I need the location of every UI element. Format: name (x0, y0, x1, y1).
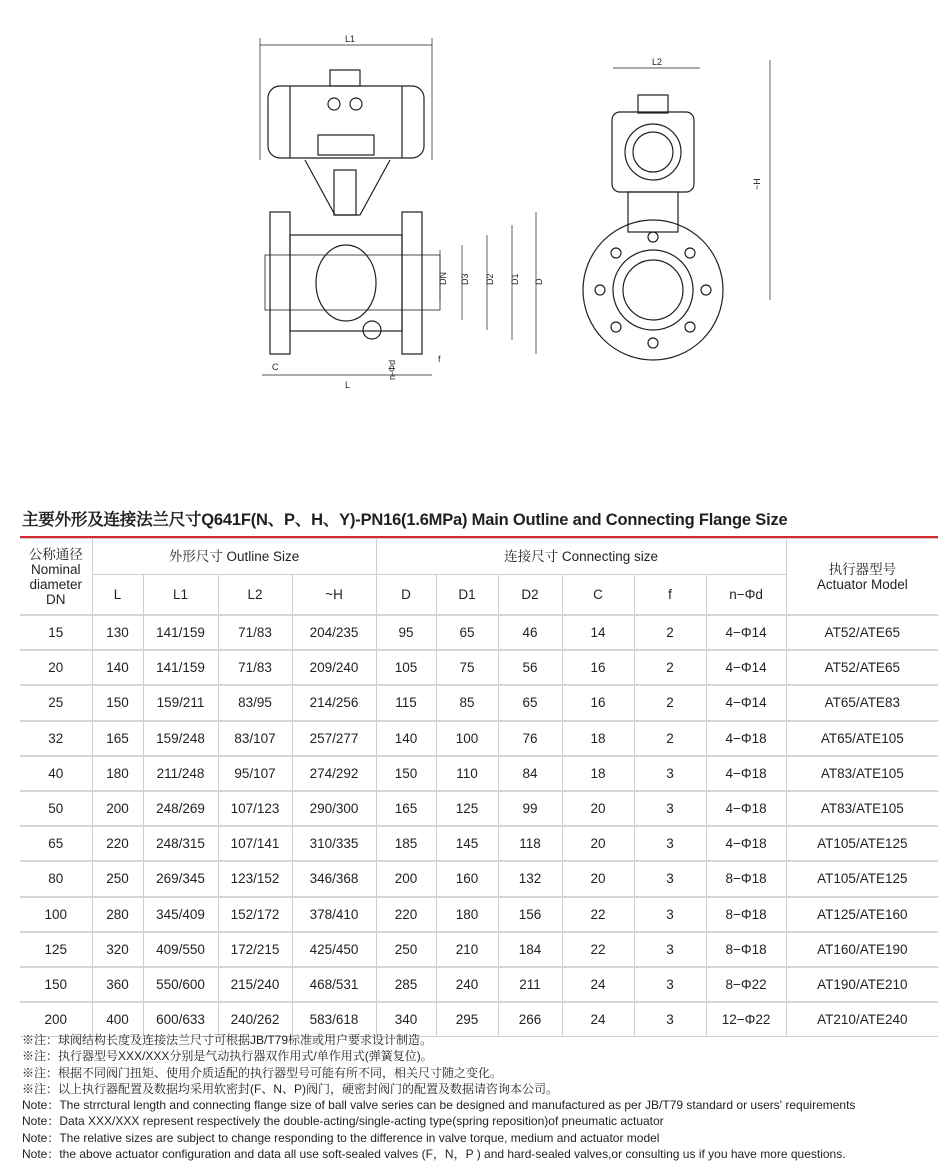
table-cell: AT190/ATE210 (786, 967, 938, 1002)
table-row (20, 932, 938, 967)
table-cell: 100 (20, 897, 92, 932)
table-cell: 8−Φ18 (706, 897, 786, 932)
table-cell: 22 (562, 897, 634, 932)
table-cell: 185 (376, 826, 436, 861)
table-cell: 150 (20, 967, 92, 1002)
table-cell: 4−Φ18 (706, 721, 786, 756)
table-row (20, 861, 938, 896)
table-cell: 180 (92, 756, 143, 791)
table-cell: 3 (634, 967, 706, 1002)
table-cell: 118 (498, 826, 562, 861)
table-cell: 425/450 (292, 932, 376, 967)
table-cell: 140 (92, 650, 143, 685)
table-cell: 115 (376, 685, 436, 720)
table-cell: 18 (562, 721, 634, 756)
table-cell: 140 (376, 721, 436, 756)
label-f: f (438, 354, 441, 364)
label-D1: D1 (510, 273, 520, 285)
note-line: Note：the above actuator configuration and data all use soft-sealed valves (F，N，P ) and hard-sealed valves,or consulting us if you have more questions. (22, 1147, 846, 1162)
note-line: ※注：执行器型号XXX/XXX分别是气动执行器双作用式/单作用式(弹簧复位)。 (22, 1049, 433, 1064)
table-cell: 220 (376, 897, 436, 932)
table-cell: 150 (92, 685, 143, 720)
label-D2: D2 (485, 273, 495, 285)
column-header: f (634, 575, 706, 616)
header-actuator-model: 执行器型号 Actuator Model (786, 539, 938, 616)
table-cell: 409/550 (143, 932, 218, 967)
table-row (20, 791, 938, 826)
column-header: n−Φd (706, 575, 786, 616)
section-title: 主要外形及连接法兰尺寸Q641F(N、P、H、Y)-PN16(1.6MPa) Main Outline and Connecting Flange Size (22, 511, 788, 529)
dimension-table (20, 538, 938, 1037)
label-DN: DN (438, 272, 448, 285)
table-cell: 310/335 (292, 826, 376, 861)
label-L1: L1 (345, 34, 356, 44)
table-cell: 4−Φ14 (706, 615, 786, 650)
table-cell: 130 (92, 615, 143, 650)
table-cell: 32 (20, 721, 92, 756)
table-cell: 65 (498, 685, 562, 720)
table-cell: AT160/ATE190 (786, 932, 938, 967)
table-cell: 240/262 (218, 1002, 292, 1037)
table-cell: 16 (562, 685, 634, 720)
table-cell: 340 (376, 1002, 436, 1037)
table-cell: 22 (562, 932, 634, 967)
table-cell: 4−Φ18 (706, 826, 786, 861)
note-line: ※注：根据不同阀门扭矩、使用介质适配的执行器型号可能有所不同，相关尺寸随之变化。 (22, 1065, 503, 1080)
table-cell: 20 (562, 791, 634, 826)
table-cell: 20 (562, 826, 634, 861)
table-cell: 8−Φ22 (706, 967, 786, 1002)
label-H: ~H (752, 178, 762, 190)
table-cell: 4−Φ18 (706, 791, 786, 826)
table-cell: 159/248 (143, 721, 218, 756)
table-cell: 204/235 (292, 615, 376, 650)
table-cell: AT52/ATE65 (786, 615, 938, 650)
table-cell: 269/345 (143, 861, 218, 896)
table-cell: 156 (498, 897, 562, 932)
table-cell: 8−Φ18 (706, 932, 786, 967)
table-cell: 83/107 (218, 721, 292, 756)
table-cell: 250 (376, 932, 436, 967)
table-cell: 4−Φ14 (706, 650, 786, 685)
table-cell: 274/292 (292, 756, 376, 791)
table-cell: 159/211 (143, 685, 218, 720)
table-cell: AT125/ATE160 (786, 897, 938, 932)
table-cell: 360 (92, 967, 143, 1002)
table-cell: 95 (376, 615, 436, 650)
table-cell: 2 (634, 685, 706, 720)
table-cell: 24 (562, 1002, 634, 1037)
table-cell: 125 (436, 791, 498, 826)
notes (22, 1032, 855, 1162)
table-cell: 107/141 (218, 826, 292, 861)
table-cell: 20 (562, 861, 634, 896)
header-dn: 公称通径 Nominal diameter DN (20, 539, 92, 616)
table-cell: 71/83 (218, 615, 292, 650)
table-cell: 110 (436, 756, 498, 791)
table-row (20, 615, 938, 650)
column-header: L (92, 575, 143, 616)
note-line: Note：The strrctural length and connecting flange size of ball valve series can be designed and manufactured as per JB/T79 standard or users' requirements (22, 1098, 856, 1113)
table-cell: 152/172 (218, 897, 292, 932)
table-cell: 248/315 (143, 826, 218, 861)
table-cell: 3 (634, 897, 706, 932)
table-cell: 71/83 (218, 650, 292, 685)
front-view (260, 34, 544, 390)
table-cell: 172/215 (218, 932, 292, 967)
column-header: D (376, 575, 436, 616)
table-cell: 583/618 (292, 1002, 376, 1037)
label-L2: L2 (652, 57, 663, 67)
table-cell: 209/240 (292, 650, 376, 685)
table-row (20, 967, 938, 1002)
table-cell: 20 (20, 650, 92, 685)
table-cell: AT105/ATE125 (786, 826, 938, 861)
table-cell: 378/410 (292, 897, 376, 932)
table-cell: 248/269 (143, 791, 218, 826)
table-cell: 550/600 (143, 967, 218, 1002)
table-cell: 56 (498, 650, 562, 685)
table-cell: 2 (634, 721, 706, 756)
table-cell: 250 (92, 861, 143, 896)
table-cell: 2 (634, 650, 706, 685)
table-row (20, 721, 938, 756)
table-cell: 132 (498, 861, 562, 896)
table-cell: 85 (436, 685, 498, 720)
table-cell: 200 (20, 1002, 92, 1037)
table-cell: 25 (20, 685, 92, 720)
table-cell: 600/633 (143, 1002, 218, 1037)
note-line: ※注：球阀结构长度及连接法兰尺寸可根据JB/T79标准或用户要求设计制造。 (22, 1033, 433, 1047)
table-cell: 210 (436, 932, 498, 967)
table-cell: AT52/ATE65 (786, 650, 938, 685)
table-cell: 12−Φ22 (706, 1002, 786, 1037)
header-connecting-size: 连接尺寸 Connecting size (376, 539, 786, 575)
table-cell: 16 (562, 650, 634, 685)
table-cell: 76 (498, 721, 562, 756)
table-cell: 46 (498, 615, 562, 650)
table-cell: 83/95 (218, 685, 292, 720)
table-cell: 346/368 (292, 861, 376, 896)
table-cell: 3 (634, 826, 706, 861)
table-row (20, 685, 938, 720)
table-cell: 65 (436, 615, 498, 650)
table-cell: 3 (634, 932, 706, 967)
table-cell: AT65/ATE105 (786, 721, 938, 756)
table-cell: 3 (634, 1002, 706, 1037)
table-cell: 3 (634, 756, 706, 791)
table-cell: 125 (20, 932, 92, 967)
valve-outline-drawing (0, 0, 951, 470)
table-cell: 280 (92, 897, 143, 932)
table-cell: 180 (436, 897, 498, 932)
header-outline-size: 外形尺寸 Outline Size (92, 539, 376, 575)
table-cell: 150 (376, 756, 436, 791)
table-cell: 200 (92, 791, 143, 826)
table-cell: 75 (436, 650, 498, 685)
table-cell: 220 (92, 826, 143, 861)
table-cell: 211/248 (143, 756, 218, 791)
table-cell: 211 (498, 967, 562, 1002)
table-cell: 15 (20, 615, 92, 650)
table-cell: AT65/ATE83 (786, 685, 938, 720)
table-cell: 320 (92, 932, 143, 967)
column-header: ~H (292, 575, 376, 616)
table-cell: 105 (376, 650, 436, 685)
table-cell: 290/300 (292, 791, 376, 826)
table-cell: 3 (634, 861, 706, 896)
table-cell: 165 (92, 721, 143, 756)
note-line: Note：The relative sizes are subject to change responding to the difference in valve torque, medium and actuator model (22, 1130, 660, 1145)
table-cell: AT105/ATE125 (786, 861, 938, 896)
table-cell: 165 (376, 791, 436, 826)
column-header: C (562, 575, 634, 616)
table-cell: 95/107 (218, 756, 292, 791)
table-row (20, 826, 938, 861)
label-nd: n-Φd (387, 359, 397, 380)
table-cell: AT210/ATE240 (786, 1002, 938, 1037)
table-cell: 266 (498, 1002, 562, 1037)
table-cell: 295 (436, 1002, 498, 1037)
table-row (20, 897, 938, 932)
table-cell: 40 (20, 756, 92, 791)
label-C: C (272, 362, 279, 372)
table-cell: AT83/ATE105 (786, 791, 938, 826)
table-cell: 100 (436, 721, 498, 756)
table-cell: 141/159 (143, 615, 218, 650)
note-line: ※注：以上执行器配置及数据均采用软密封(F、N、P)阀门，硬密封阀门的配置及数据请咨询本公司。 (22, 1081, 558, 1096)
table-cell: 214/256 (292, 685, 376, 720)
table-cell: 4−Φ14 (706, 685, 786, 720)
table-cell: 84 (498, 756, 562, 791)
table-cell: 240 (436, 967, 498, 1002)
table-row (20, 756, 938, 791)
table-cell: 65 (20, 826, 92, 861)
table-cell: 107/123 (218, 791, 292, 826)
note-line: Note：Data XXX/XXX represent respectively the double-acting/single-acting type(spring reposition)of pneumatic actuator (22, 1114, 664, 1129)
column-header: D2 (498, 575, 562, 616)
table-cell: 160 (436, 861, 498, 896)
table-cell: 24 (562, 967, 634, 1002)
label-L: L (345, 380, 351, 390)
label-D3: D3 (460, 273, 470, 285)
table-cell: 145 (436, 826, 498, 861)
table-row (20, 650, 938, 685)
table-cell: 215/240 (218, 967, 292, 1002)
table-cell: 14 (562, 615, 634, 650)
table-cell: 184 (498, 932, 562, 967)
table-cell: 285 (376, 967, 436, 1002)
table-cell: 4−Φ18 (706, 756, 786, 791)
table-cell: 99 (498, 791, 562, 826)
table-cell: AT83/ATE105 (786, 756, 938, 791)
label-D: D (534, 278, 544, 285)
table-cell: 80 (20, 861, 92, 896)
table-cell: 8−Φ18 (706, 861, 786, 896)
table-cell: 468/531 (292, 967, 376, 1002)
table-cell: 345/409 (143, 897, 218, 932)
table-cell: 200 (376, 861, 436, 896)
table-cell: 123/152 (218, 861, 292, 896)
column-header: D1 (436, 575, 498, 616)
table-cell: 50 (20, 791, 92, 826)
table-cell: 400 (92, 1002, 143, 1037)
column-header: L2 (218, 575, 292, 616)
side-view (583, 57, 770, 360)
table-cell: 3 (634, 791, 706, 826)
column-header: L1 (143, 575, 218, 616)
table-cell: 2 (634, 615, 706, 650)
table-cell: 257/277 (292, 721, 376, 756)
table-cell: 18 (562, 756, 634, 791)
table-cell: 141/159 (143, 650, 218, 685)
